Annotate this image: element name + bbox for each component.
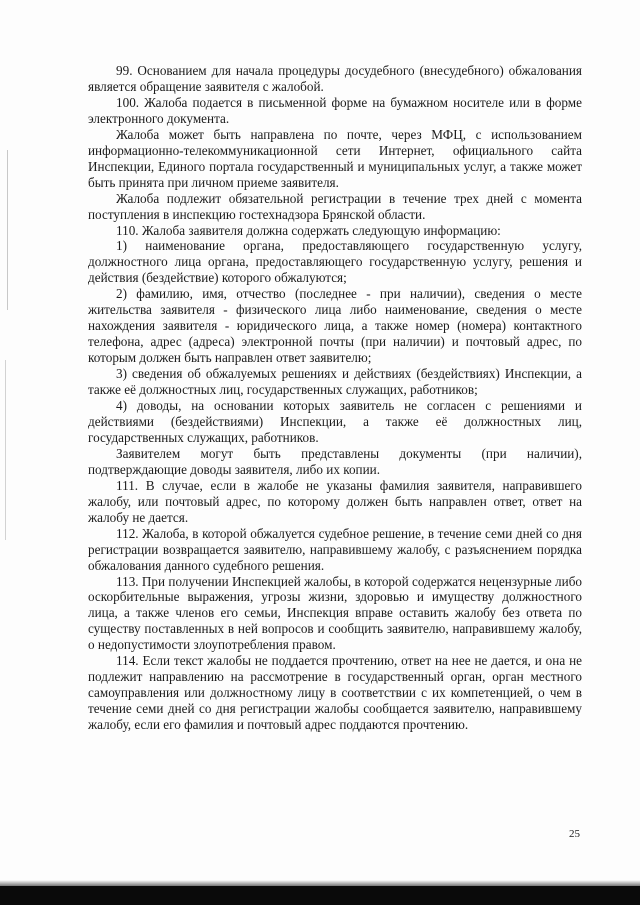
paragraph-submission-methods: Жалоба может быть направлена по почте, через МФЦ, с использованием информационно-телекоммуникационной сети Интернет, официального сайта Инспекции, Единого портала государственный и муниципальных услуг, а также может быть принята при личном приеме заявителя. xyxy=(88,126,582,190)
paragraph-114: 114. Если текст жалобы не поддается прочтению, ответ на нее не дается, и она не подлежит направлению на рассмотрение в государственный орган, орган местного самоуправления или должностному лицу в соответствии с их компетенцией, о чем в течение семи дней со дня регистрации жалобы сообщается заявителю, направившему жалобу, если его фамилия и почтовый адрес поддаются прочтению. xyxy=(88,653,582,733)
paragraph-113: 113. При получении Инспекцией жалобы, в которой содержатся нецензурные либо оскорбительные выражения, угрозы жизни, здоровью и имуществу должностного лица, а также членов его семьи, Инспекция вправе оставить жалобу без ответа по существу поставленных в ней вопросов и сообщить заявителю, направившему жалобу, о недопустимости злоупотребления правом. xyxy=(88,573,582,653)
paragraph-registration: Жалоба подлежит обязательной регистрации в течение трех дней с момента поступления в инспекцию гостехнадзора Брянской области. xyxy=(88,190,582,222)
list-item-1: 1) наименование органа, предоставляющего государственную услугу, должностного лица органа, предоставляющего государственную услугу, решения и действия (бездействие) которого обжалуются; xyxy=(88,238,582,286)
list-item-2: 2) фамилию, имя, отчество (последнее - при наличии), сведения о месте жительства заявителя - физического лица либо наименование, сведения о месте нахождения заявителя - юридического лица, а также номер (номера) контактного телефона, адрес (адреса) электронной почты (при наличии) и почтовый адрес, по которым должен быть направлен ответ заявителю; xyxy=(88,286,582,366)
scan-artifact-line xyxy=(5,360,6,540)
page-number: 25 xyxy=(569,828,580,840)
scan-bottom-border xyxy=(0,886,640,905)
list-item-4: 4) доводы, на основании которых заявитель не согласен с решениями и действиями (бездействиями) Инспекции, а также её должностных лиц, государственных служащих, работников. xyxy=(88,398,582,445)
paragraph-documents: Заявителем могут быть представлены документы (при наличии), подтверждающие доводы заявителя, либо их копии. xyxy=(88,445,582,477)
paragraph-100: 100. Жалоба подается в письменной форме на бумажном носителе или в форме электронного документа. xyxy=(88,94,582,126)
paragraph-110: 110. Жалоба заявителя должна содержать следующую информацию: xyxy=(116,222,501,238)
paragraph-111: 111. В случае, если в жалобе не указаны фамилия заявителя, направившего жалобу, или почтовый адрес, по которому должен быть направлен ответ, ответ на жалобу не дается. xyxy=(88,477,582,525)
paragraph-112: 112. Жалоба, в которой обжалуется судебное решение, в течение семи дней со дня регистрации возвращается заявителю, направившему жалобу, с разъяснением порядка обжалования данного судебного решения. xyxy=(88,525,582,573)
scan-artifact-line xyxy=(7,150,8,310)
document-body xyxy=(88,63,582,733)
list-item-3: 3) сведения об обжалуемых решениях и действиях (бездействиях) Инспекции, а также её должностных лиц, государственных служащих, работников; xyxy=(88,366,582,398)
paragraph-99: 99. Основанием для начала процедуры досудебного (внесудебного) обжалования является обращение заявителя с жалобой. xyxy=(88,63,582,94)
